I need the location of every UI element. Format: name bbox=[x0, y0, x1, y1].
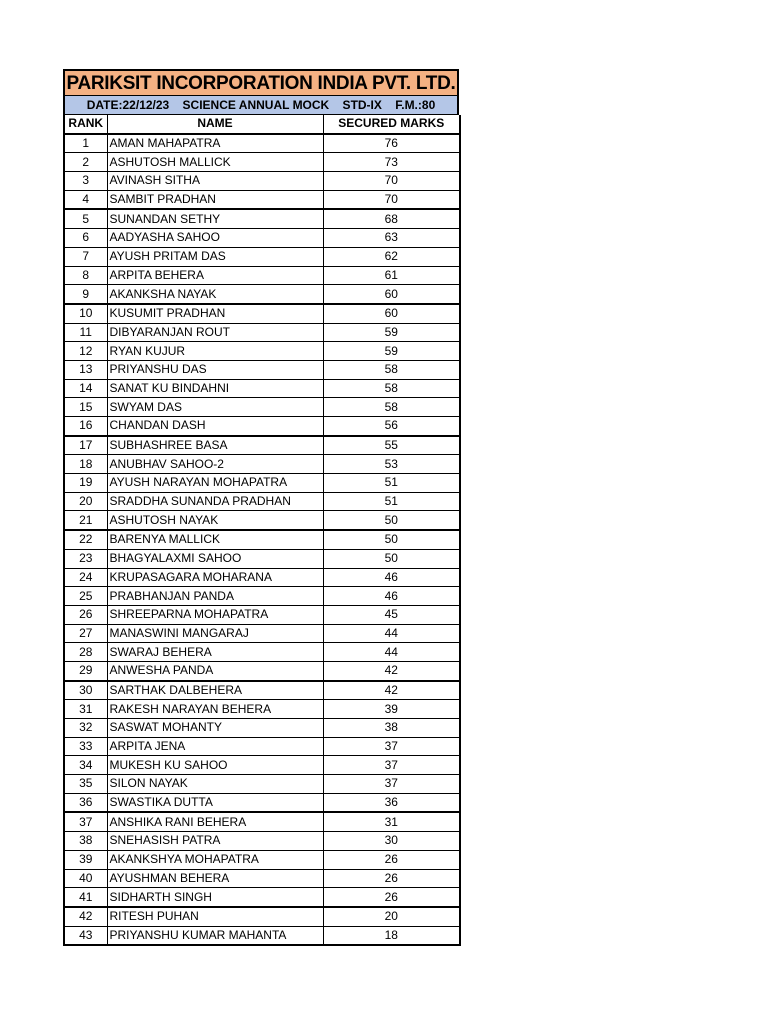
column-header-name: NAME bbox=[107, 115, 323, 134]
rank-cell: 5 bbox=[64, 209, 107, 228]
rank-cell: 42 bbox=[64, 907, 107, 926]
marks-cell: 45 bbox=[323, 605, 460, 624]
table-row bbox=[64, 681, 460, 700]
results-table bbox=[63, 115, 461, 946]
marks-cell: 37 bbox=[323, 737, 460, 756]
rank-cell: 17 bbox=[64, 436, 107, 455]
table-row bbox=[64, 888, 460, 907]
table-row bbox=[64, 153, 460, 172]
rank-cell: 14 bbox=[64, 379, 107, 398]
name-cell: ASHUTOSH NAYAK bbox=[107, 511, 323, 530]
name-cell: DIBYARANJAN ROUT bbox=[107, 323, 323, 342]
rank-cell: 20 bbox=[64, 492, 107, 511]
rank-cell: 36 bbox=[64, 793, 107, 812]
marks-cell: 31 bbox=[323, 812, 460, 831]
table-row bbox=[64, 719, 460, 738]
table-body bbox=[64, 134, 460, 946]
marks-cell: 62 bbox=[323, 247, 460, 266]
rank-cell: 4 bbox=[64, 190, 107, 209]
rank-cell: 3 bbox=[64, 172, 107, 191]
rank-cell: 30 bbox=[64, 681, 107, 700]
rank-cell: 7 bbox=[64, 247, 107, 266]
rank-cell: 39 bbox=[64, 850, 107, 869]
marks-cell: 56 bbox=[323, 417, 460, 436]
table-row bbox=[64, 304, 460, 323]
name-cell: AKANKSHYA MOHAPATRA bbox=[107, 850, 323, 869]
rank-cell: 12 bbox=[64, 342, 107, 361]
table-row bbox=[64, 869, 460, 888]
table-row bbox=[64, 832, 460, 851]
name-cell: KUSUMIT PRADHAN bbox=[107, 304, 323, 323]
name-cell: SWARAJ BEHERA bbox=[107, 643, 323, 662]
rank-cell: 28 bbox=[64, 643, 107, 662]
table-row bbox=[64, 549, 460, 568]
rank-cell: 32 bbox=[64, 719, 107, 738]
marks-cell: 60 bbox=[323, 285, 460, 304]
table-row bbox=[64, 907, 460, 926]
table-row bbox=[64, 360, 460, 379]
name-cell: SANAT KU BINDAHNI bbox=[107, 379, 323, 398]
name-cell: SILON NAYAK bbox=[107, 775, 323, 794]
marks-cell: 50 bbox=[323, 530, 460, 549]
name-cell: ANWESHA PANDA bbox=[107, 661, 323, 680]
marks-cell: 46 bbox=[323, 587, 460, 606]
name-cell: KRUPASAGARA MOHARANA bbox=[107, 568, 323, 587]
name-cell: PRIYANSHU DAS bbox=[107, 360, 323, 379]
table-row bbox=[64, 926, 460, 945]
marks-cell: 42 bbox=[323, 681, 460, 700]
table-row bbox=[64, 812, 460, 831]
name-cell: SAMBIT PRADHAN bbox=[107, 190, 323, 209]
exam-details-banner: DATE:22/12/23 SCIENCE ANNUAL MOCK STD-IX F.M.:80 bbox=[63, 96, 459, 115]
marks-cell: 61 bbox=[323, 266, 460, 285]
name-cell: ARPITA JENA bbox=[107, 737, 323, 756]
table-row bbox=[64, 756, 460, 775]
marks-cell: 37 bbox=[323, 775, 460, 794]
rank-cell: 18 bbox=[64, 455, 107, 474]
marks-cell: 50 bbox=[323, 549, 460, 568]
column-header-rank: RANK bbox=[64, 115, 107, 134]
rank-cell: 43 bbox=[64, 926, 107, 945]
marks-cell: 18 bbox=[323, 926, 460, 945]
table-row bbox=[64, 775, 460, 794]
name-cell: SNEHASISH PATRA bbox=[107, 832, 323, 851]
rank-cell: 31 bbox=[64, 700, 107, 719]
name-cell: MUKESH KU SAHOO bbox=[107, 756, 323, 775]
rank-cell: 34 bbox=[64, 756, 107, 775]
marks-cell: 30 bbox=[323, 832, 460, 851]
rank-cell: 24 bbox=[64, 568, 107, 587]
marks-cell: 50 bbox=[323, 511, 460, 530]
table-row bbox=[64, 417, 460, 436]
table-row bbox=[64, 737, 460, 756]
rank-cell: 16 bbox=[64, 417, 107, 436]
marks-cell: 76 bbox=[323, 134, 460, 153]
table-row bbox=[64, 587, 460, 606]
marks-cell: 38 bbox=[323, 719, 460, 738]
name-cell: BHAGYALAXMI SAHOO bbox=[107, 549, 323, 568]
rank-cell: 35 bbox=[64, 775, 107, 794]
name-cell: AKANKSHA NAYAK bbox=[107, 285, 323, 304]
table-row bbox=[64, 643, 460, 662]
rank-cell: 38 bbox=[64, 832, 107, 851]
rank-cell: 19 bbox=[64, 474, 107, 493]
rank-cell: 6 bbox=[64, 229, 107, 248]
marks-cell: 46 bbox=[323, 568, 460, 587]
marks-cell: 58 bbox=[323, 398, 460, 417]
table-row bbox=[64, 624, 460, 643]
table-row bbox=[64, 229, 460, 248]
marks-cell: 51 bbox=[323, 492, 460, 511]
marks-cell: 68 bbox=[323, 209, 460, 228]
marks-cell: 63 bbox=[323, 229, 460, 248]
rank-cell: 2 bbox=[64, 153, 107, 172]
table-row bbox=[64, 172, 460, 191]
table-row bbox=[64, 605, 460, 624]
name-cell: SUBHASHREE BASA bbox=[107, 436, 323, 455]
name-cell: SWASTIKA DUTTA bbox=[107, 793, 323, 812]
name-cell: PRABHANJAN PANDA bbox=[107, 587, 323, 606]
marks-cell: 51 bbox=[323, 474, 460, 493]
marks-cell: 36 bbox=[323, 793, 460, 812]
marks-cell: 44 bbox=[323, 643, 460, 662]
name-cell: RITESH PUHAN bbox=[107, 907, 323, 926]
name-cell: SARTHAK DALBEHERA bbox=[107, 681, 323, 700]
name-cell: AVINASH SITHA bbox=[107, 172, 323, 191]
table-row bbox=[64, 436, 460, 455]
marks-cell: 20 bbox=[323, 907, 460, 926]
name-cell: RAKESH NARAYAN BEHERA bbox=[107, 700, 323, 719]
name-cell: AMAN MAHAPATRA bbox=[107, 134, 323, 153]
name-cell: MANASWINI MANGARAJ bbox=[107, 624, 323, 643]
marks-cell: 42 bbox=[323, 661, 460, 680]
table-row bbox=[64, 342, 460, 361]
table-row bbox=[64, 266, 460, 285]
table-row bbox=[64, 247, 460, 266]
marks-cell: 44 bbox=[323, 624, 460, 643]
table-header-row bbox=[64, 115, 460, 134]
table-row bbox=[64, 134, 460, 153]
name-cell: AADYASHA SAHOO bbox=[107, 229, 323, 248]
table-row bbox=[64, 190, 460, 209]
marks-cell: 39 bbox=[323, 700, 460, 719]
marks-cell: 60 bbox=[323, 304, 460, 323]
name-cell: ANUBHAV SAHOO-2 bbox=[107, 455, 323, 474]
rank-cell: 40 bbox=[64, 869, 107, 888]
table-row bbox=[64, 661, 460, 680]
rank-cell: 13 bbox=[64, 360, 107, 379]
table-row bbox=[64, 323, 460, 342]
rank-cell: 33 bbox=[64, 737, 107, 756]
marks-cell: 37 bbox=[323, 756, 460, 775]
marks-cell: 58 bbox=[323, 360, 460, 379]
company-title: PARIKSIT INCORPORATION INDIA PVT. LTD. bbox=[63, 69, 459, 96]
name-cell: AYUSH NARAYAN MOHAPATRA bbox=[107, 474, 323, 493]
marks-cell: 59 bbox=[323, 342, 460, 361]
table-row bbox=[64, 700, 460, 719]
column-header-marks: SECURED MARKS bbox=[323, 115, 460, 134]
marks-cell: 26 bbox=[323, 869, 460, 888]
table-row bbox=[64, 568, 460, 587]
name-cell: SASWAT MOHANTY bbox=[107, 719, 323, 738]
name-cell: SHREEPARNA MOHAPATRA bbox=[107, 605, 323, 624]
rank-cell: 8 bbox=[64, 266, 107, 285]
rank-cell: 9 bbox=[64, 285, 107, 304]
table-row bbox=[64, 530, 460, 549]
rank-cell: 26 bbox=[64, 605, 107, 624]
marks-cell: 58 bbox=[323, 379, 460, 398]
name-cell: CHANDAN DASH bbox=[107, 417, 323, 436]
name-cell: BARENYA MALLICK bbox=[107, 530, 323, 549]
marks-cell: 70 bbox=[323, 190, 460, 209]
table-row bbox=[64, 492, 460, 511]
rank-cell: 41 bbox=[64, 888, 107, 907]
marks-cell: 73 bbox=[323, 153, 460, 172]
rank-cell: 1 bbox=[64, 134, 107, 153]
table-row bbox=[64, 511, 460, 530]
rank-cell: 21 bbox=[64, 511, 107, 530]
table-row bbox=[64, 398, 460, 417]
name-cell: SRADDHA SUNANDA PRADHAN bbox=[107, 492, 323, 511]
name-cell: AYUSHMAN BEHERA bbox=[107, 869, 323, 888]
rank-cell: 37 bbox=[64, 812, 107, 831]
rank-cell: 22 bbox=[64, 530, 107, 549]
rank-cell: 15 bbox=[64, 398, 107, 417]
marks-cell: 70 bbox=[323, 172, 460, 191]
table-row bbox=[64, 379, 460, 398]
rank-cell: 23 bbox=[64, 549, 107, 568]
table-row bbox=[64, 850, 460, 869]
marks-cell: 26 bbox=[323, 850, 460, 869]
rank-cell: 11 bbox=[64, 323, 107, 342]
name-cell: SUNANDAN SETHY bbox=[107, 209, 323, 228]
rank-cell: 29 bbox=[64, 661, 107, 680]
rank-cell: 25 bbox=[64, 587, 107, 606]
rank-cell: 10 bbox=[64, 304, 107, 323]
marks-cell: 59 bbox=[323, 323, 460, 342]
name-cell: ANSHIKA RANI BEHERA bbox=[107, 812, 323, 831]
table-row bbox=[64, 285, 460, 304]
name-cell: ARPITA BEHERA bbox=[107, 266, 323, 285]
result-sheet bbox=[63, 69, 459, 946]
table-row bbox=[64, 474, 460, 493]
table-row bbox=[64, 455, 460, 474]
name-cell: SWYAM DAS bbox=[107, 398, 323, 417]
name-cell: RYAN KUJUR bbox=[107, 342, 323, 361]
marks-cell: 55 bbox=[323, 436, 460, 455]
marks-cell: 26 bbox=[323, 888, 460, 907]
name-cell: ASHUTOSH MALLICK bbox=[107, 153, 323, 172]
name-cell: AYUSH PRITAM DAS bbox=[107, 247, 323, 266]
marks-cell: 53 bbox=[323, 455, 460, 474]
table-row bbox=[64, 209, 460, 228]
rank-cell: 27 bbox=[64, 624, 107, 643]
name-cell: PRIYANSHU KUMAR MAHANTA bbox=[107, 926, 323, 945]
name-cell: SIDHARTH SINGH bbox=[107, 888, 323, 907]
table-row bbox=[64, 793, 460, 812]
